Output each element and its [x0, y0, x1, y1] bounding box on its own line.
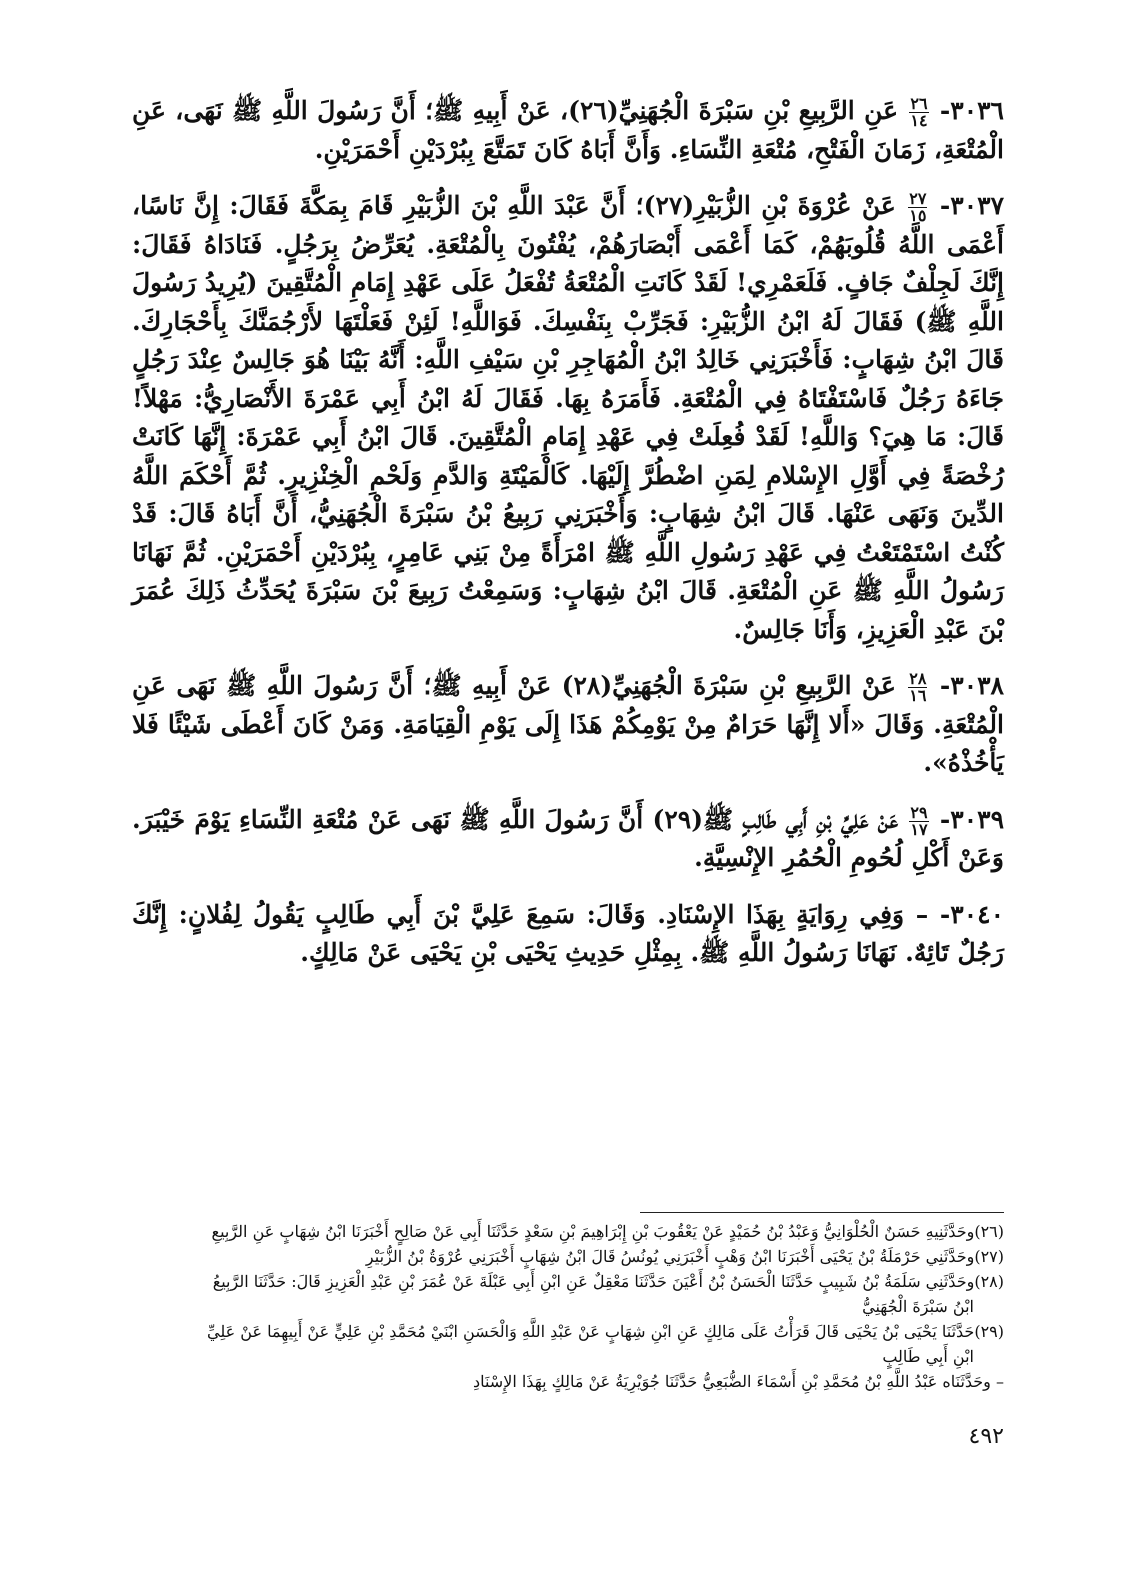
hadith-text: عَنْ الرَّبِيعِ بْنِ سَبْرَةَ الْجُهَنِيِّ(٢٨) عَنْ أَبِيهِ ﷺ؛ أَنَّ رَسُولَ اللَّهِ ﷺ نَهَى عَنِ الْمُتْعَةِ. وَقَالَ «أَلا إِنَّهَا حَرَامٌ مِنْ يَوْمِكُمْ هَذَا إِلَى يَوْمِ الْقِيَامَةِ. وَمَنْ كَانَ أَعْطَى شَيْئًا فَلا يَأْخُذْهُ». [132, 671, 1004, 777]
hadith-number: ٣٠٣٧- [939, 191, 1004, 220]
hadith-3040 [132, 896, 1004, 973]
hadith-3038 [132, 667, 1004, 783]
hadith-3039 [132, 801, 1004, 878]
hadith-3036 [132, 92, 1004, 169]
page [132, 92, 1004, 1542]
page-number: ٤٩٢ [968, 1424, 1004, 1449]
chapter-fraction: $\frac{٢٦}{١٤}$ [910, 94, 928, 130]
chapter-fraction: $\frac{٢٧}{١٥}$ [909, 189, 927, 225]
footnote-28-continuation: ابْنُ سَبْرَةَ الْجُهَنِيُّ [862, 1297, 974, 1316]
hadith-text: عَنِ الرَّبِيعِ بْنِ سَبْرَةَ الْجُهَنِيِّ(٢٦)، عَنْ أَبِيهِ ﷺ؛ أَنَّ رَسُولَ اللَّهِ ﷺ نَهَى، عَنِ الْمُتْعَةِ، زَمَانَ الْفَتْحِ، مُتْعَةِ النِّسَاءِ. وَأَنَّ أَبَاهُ كَانَ تَمَتَّعَ بِبُرْدَيْنِ أَحْمَرَيْنِ. [132, 96, 1004, 164]
hadith-3037 [132, 187, 1004, 649]
hadith-text: عَنْ عَلِيِّ بْنِ أَبِي طَالِبٍ ﷺ(٢٩) أَنَّ رَسُولَ اللَّهِ ﷺ نَهَى عَنْ مُتْعَةِ النِّسَاءِ يَوْمَ خَيْبَرَ. وَعَنْ أَكْلِ لُحُومِ الْحُمُرِ الإِنْسِيَّةِ. [132, 804, 1004, 872]
chapter-fraction: $\frac{٢٨}{١٦}$ [909, 669, 927, 705]
hadith-text: عَنْ عُرْوَةَ بْنِ الزُّبَيْرِ(٢٧)؛ أَنَّ عَبْدَ اللَّهِ بْنَ الزُّبَيْرِ قَامَ بِمَكَّةَ فَقَالَ: إِنَّ نَاسًا، أَعْمَى اللَّهُ قُلُوبَهُمْ، كَمَا أَعْمَى أَبْصَارَهُمْ، يُفْتُونَ بِالْمُتْعَةِ. يُعَرِّضُ بِرَجُلٍ. فَنَادَاهُ فَقَالَ: إِنَّكَ لَجِلْفٌ جَافٍ. فَلَعَمْرِي! لَقَدْ كَانَتِ الْمُتْعَةُ تُفْعَلُ عَلَى عَهْدِ إِمَامِ الْمُتَّقِينَ (يُرِيدُ رَسُولَ اللَّهِ ﷺ) فَقَالَ لَهُ ابْنُ الزُّبَيْرِ: فَجَرِّبْ بِنَفْسِكَ. فَوَاللَّهِ! لَئِنْ فَعَلْتَهَا لأَرْجُمَنَّكَ بِأَحْجَارِكَ. قَالَ ابْنُ شِهَابٍ: فَأَخْبَرَنِي خَالِدُ ابْنُ الْمُهَاجِرِ بْنِ سَيْفِ اللَّهِ: أَنَّهُ بَيْنَا هُوَ جَالِسٌ عِنْدَ رَجُلٍ جَاءَهُ رَجُلٌ فَاسْتَفْتَاهُ فِي الْمُتْعَةِ. فَأَمَرَهُ بِهَا. فَقَالَ لَهُ ابْنُ أَبِي عَمْرَةَ الأَنْصَارِيُّ: مَهْلاً! قَالَ: مَا هِيَ؟ وَاللَّهِ! لَقَدْ فُعِلَتْ فِي عَهْدِ إِمَامِ الْمُتَّقِينَ. قَالَ ابْنُ أَبِي عَمْرَةَ: إِنَّهَا كَانَتْ رُخْصَةً فِي أَوَّلِ الإِسْلامِ لِمَنِ اضْطُرَّ إِلَيْهَا. كَالْمَيْتَةِ وَالدَّمِ وَلَحْمِ الْخِنْزِيرِ. ثُمَّ أَحْكَمَ اللَّهُ الدِّينَ وَنَهَى عَنْهَا. قَالَ ابْنُ شِهَابٍ: وَأَخْبَرَنِي رَبِيعُ بْنُ سَبْرَةَ الْجُهَنِيُّ، أَنَّ أَبَاهُ قَالَ: قَدْ كُنْتُ اسْتَمْتَعْتُ فِي عَهْدِ رَسُولِ اللَّهِ ﷺ امْرَأَةً مِنْ بَنِي عَامِرٍ، بِبُرْدَيْنِ أَحْمَرَيْنِ. ثُمَّ نَهَانَا رَسُولُ اللَّهِ ﷺ عَنِ الْمُتْعَةِ. قَالَ ابْنُ شِهَابٍ: وَسَمِعْتُ رَبِيعَ بْنَ سَبْرَةَ يُحَدِّثُ ذَلِكَ عُمَرَ بْنَ عَبْدِ الْعَزِيزِ، وَأَنَا جَالِسٌ. [132, 191, 1004, 644]
hadith-number: ٣٠٤٠- [939, 899, 1004, 929]
footnote-28: (٢٨)وحَدَّثَنِي سَلَمَةُ بْنُ شَبِيبٍ حَدَّثَنَا الْحَسَنُ بْنُ أَعْيَنَ حَدَّثَنَا مَعْقِلٌ عَنِ ابْنِ أَبِي عَبْلَةَ عَنْ عُمَرَ بْنِ عَبْدِ الْعَزِيزِ قَالَ: حَدَّثَنَا الرَّبِيعُ [212, 1272, 1004, 1291]
hadith-text: – وَفِي رِوَايَةٍ بِهَذَا الإِسْنَادِ. وَقَالَ: سَمِعَ عَلِيَّ بْنَ أَبِي طَالِبٍ يَقُولُ لِفُلانٍ: إِنَّكَ رَجُلٌ تَائِهٌ. نَهَانَا رَسُولُ اللَّهِ ﷺ. بِمِثْلِ حَدِيثِ يَحْيَى بْنِ يَحْيَى عَنْ مَالِكٍ. [132, 899, 1004, 967]
footnote-29-continuation: ابْنِ أَبِي طَالِبٍ [882, 1347, 974, 1366]
footnote-29-variant: – وحَدَّثَنَاه عَبْدُ اللَّهِ بْنُ مُحَمَّدِ بْنِ أَسْمَاءَ الضُّبَعِيُّ حَدَّثَنَا جُوَيْرِيَةُ عَنْ مَالِكٍ بِهَذَا الإِسْنَادِ [472, 1372, 1004, 1391]
footnote-27: (٢٧)وحَدَّثَنِي حَرْمَلَةُ بْنُ يَحْيَى أَخْبَرَنَا ابْنُ وَهْبٍ أَخْبَرَنِي يُونُسُ قَالَ ابْنُ شِهَابٍ أَخْبَرَنِي عُرْوَةُ بْنُ الزُّبَيْرِ [365, 1247, 1004, 1266]
footnote-divider [640, 1212, 1004, 1213]
footnote-29: (٢٩)حَدَّثَنَا يَحْيَى بْنُ يَحْيَى قَالَ قَرَأْتُ عَلَى مَالِكٍ عَنِ ابْنِ شِهَابٍ عَنْ عَبْدِ اللَّهِ وَالْحَسَنِ ابْنَيْ مُحَمَّدِ بْنِ عَلِيٍّ عَنْ أَبِيهِمَا عَنْ عَلِيِّ [207, 1322, 1004, 1341]
footnotes [132, 1220, 1004, 1395]
hadith-number: ٣٠٣٦- [939, 96, 1004, 125]
chapter-fraction: $\frac{٢٩}{١٧}$ [910, 802, 928, 839]
footnote-26: (٢٦)وحَدَّثَنِيهِ حَسَنٌ الْحُلْوَانِيُّ وَعَبْدُ بْنُ حُمَيْدٍ عَنْ يَعْقُوبَ بْنِ إِبْرَاهِيمَ بْنِ سَعْدٍ حَدَّثَنَا أَبِي عَنْ صَالِحٍ أَخْبَرَنَا ابْنُ شِهَابٍ عَنِ الرَّبِيعِ [211, 1222, 1004, 1241]
hadith-number: ٣٠٣٨- [939, 671, 1004, 700]
hadith-number: ٣٠٣٩- [939, 804, 1004, 834]
